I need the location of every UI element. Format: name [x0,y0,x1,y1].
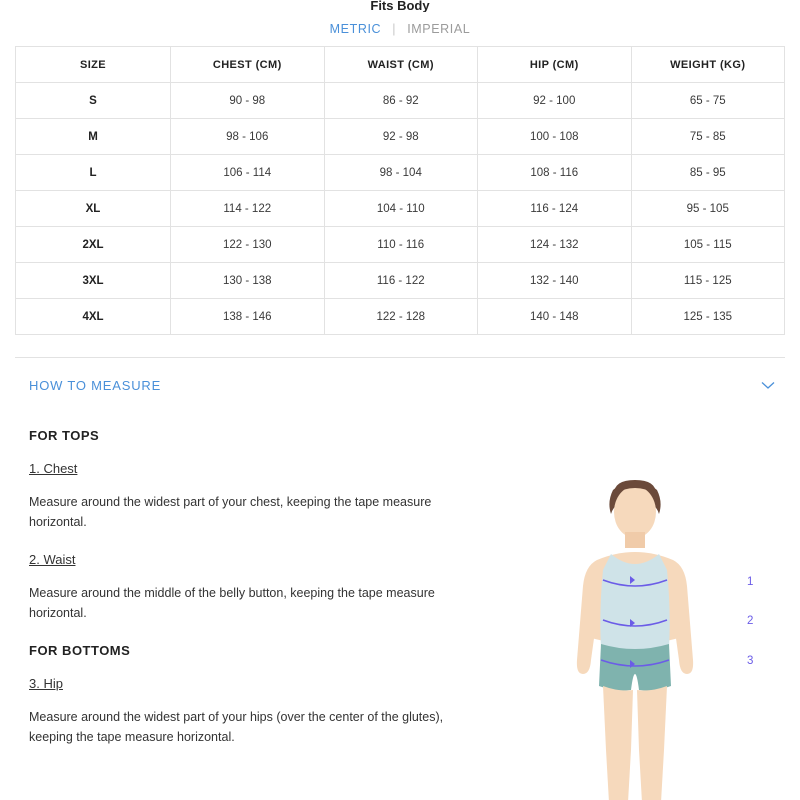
cell-hip: 124 - 132 [478,227,632,263]
measure-item-text-hip: Measure around the widest part of your hips (over the center of the glutes), keeping the tape measure horizontal. [29,710,444,744]
for-tops-heading: FOR TOPS [29,428,100,443]
unit-option-imperial[interactable]: IMPERIAL [407,22,471,36]
fits-body-title: Fits Body [370,0,430,12]
cell-weight: 85 - 95 [631,155,785,191]
cell-chest: 138 - 146 [171,299,325,335]
cell-waist: 92 - 98 [324,119,478,155]
cell-weight: 115 - 125 [631,263,785,299]
cell-hip: 92 - 100 [478,83,632,119]
cell-chest: 122 - 130 [171,227,325,263]
cell-size: M [16,119,171,155]
column-header-hip: HIP (CM) [478,47,632,83]
body-diagram-icon [545,468,785,800]
cell-weight: 95 - 105 [631,191,785,227]
table-row [16,191,785,227]
cell-chest: 106 - 114 [171,155,325,191]
cell-waist: 116 - 122 [324,263,478,299]
table-row [16,119,785,155]
cell-hip: 116 - 124 [478,191,632,227]
unit-toggle [0,12,800,46]
column-header-size: SIZE [16,47,171,83]
cell-chest: 90 - 98 [171,83,325,119]
table-row [16,299,785,335]
cell-chest: 114 - 122 [171,191,325,227]
measure-item-title-waist: 2. Waist [29,552,76,567]
cell-weight: 75 - 85 [631,119,785,155]
measurement-figure-illustration [545,468,785,800]
size-table-wrapper [0,46,800,335]
cell-waist: 110 - 116 [324,227,478,263]
size-chart-table [15,46,785,335]
cell-size: XL [16,191,171,227]
measure-item-text-waist: Measure around the middle of the belly button, keeping the tape measure horizontal. [29,586,435,620]
column-header-chest: CHEST (CM) [171,47,325,83]
unit-option-metric[interactable]: METRIC [329,22,382,36]
figure-label-3: 3 [747,655,754,667]
cell-waist: 104 - 110 [324,191,478,227]
cell-size: 2XL [16,227,171,263]
cell-hip: 100 - 108 [478,119,632,155]
how-to-measure-accordion[interactable] [15,358,785,414]
measure-item-text-chest: Measure around the widest part of your chest, keeping the tape measure horizontal. [29,495,432,529]
cell-weight: 65 - 75 [631,83,785,119]
unit-separator: | [392,22,397,36]
table-row [16,83,785,119]
cell-hip: 108 - 116 [478,155,632,191]
cell-waist: 86 - 92 [324,83,478,119]
cell-chest: 98 - 106 [171,119,325,155]
cell-waist: 98 - 104 [324,155,478,191]
table-row [16,155,785,191]
measure-item-title-chest: 1. Chest [29,461,78,476]
cell-chest: 130 - 138 [171,263,325,299]
column-header-waist: WAIST (CM) [324,47,478,83]
measure-item-title-hip: 3. Hip [29,676,63,691]
cell-size: 3XL [16,263,171,299]
for-bottoms-heading: FOR BOTTOMS [29,643,131,658]
measure-text-column [15,428,485,747]
column-header-weight: WEIGHT (KG) [631,47,785,83]
chevron-down-icon[interactable] [759,376,777,394]
table-header-row [16,47,785,83]
table-row [16,263,785,299]
cell-hip: 140 - 148 [478,299,632,335]
figure-label-2: 2 [747,615,754,627]
figure-label-1: 1 [747,576,754,588]
accordion-title: HOW TO MEASURE [29,378,162,393]
table-row [16,227,785,263]
cell-weight: 125 - 135 [631,299,785,335]
cell-size: S [16,83,171,119]
cell-size: 4XL [16,299,171,335]
cell-waist: 122 - 128 [324,299,478,335]
cell-size: L [16,155,171,191]
cell-weight: 105 - 115 [631,227,785,263]
how-to-measure-content [15,428,785,747]
cell-hip: 132 - 140 [478,263,632,299]
